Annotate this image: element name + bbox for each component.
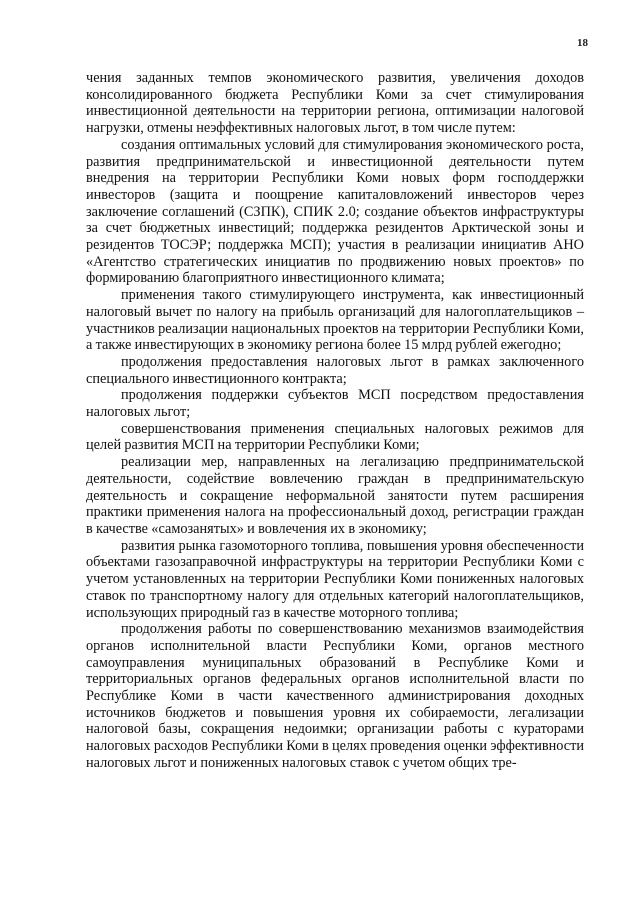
paragraph-item: создания оптимальных условий для стимулирования экономического роста, развития предпринимательской и инвестиционной деятельности путем внедрения на территории Республики Коми новых форм господдержки инвесторов (защита и поощрение капиталовложений инвесторов через заключение соглашений (СЗПК), СПИК 2.0; создание объектов инфраструктуры за счет бюджетных инвестиций; поддержка резидентов Арктической зоны и резидентов ТОСЭР; поддержка МСП); участия в реализации инициатив АНО «Агентство стратегических инициатив по продвижению новых проектов» по формированию благоприятного инвестиционного климата; [86, 136, 584, 287]
paragraph-item: совершенствования применения специальных налоговых режимов для целей развития МСП на территории Республики Коми; [86, 420, 584, 454]
page-number: 18 [577, 37, 588, 49]
paragraph-item: реализации мер, направленных на легализацию предпринимательской деятельности, содействие вовлечению граждан в предпринимательскую деятельность и сокращение неформальной занятости путем расширения практики применения налога на профессиональный доход, регистрации граждан в качестве «самозанятых» и вовлечения их в экономику; [86, 454, 584, 537]
paragraph-item: продолжения предоставления налоговых льгот в рамках заключенного специального инвестиционного контракта; [86, 353, 584, 387]
paragraph-item: продолжения работы по совершенствованию механизмов взаимодействия органов исполнительной власти Республики Коми, органов местного самоуправления муниципальных образований в Республике Коми и территориальных органов федеральных органов исполнительной власти по Республике Коми в части качественного администрирования доходных источников бюджетов и повышения уровня их собираемости, легализации налоговой базы, сокращения недоимки; организации работы с кураторами налоговых расходов Республики Коми в целях проведения оценки эффективности налоговых льгот и пониженных налоговых ставок с учетом общих тре- [86, 621, 584, 771]
paragraph-item: развития рынка газомоторного топлива, повышения уровня обеспеченности объектами газозаправочной инфраструктуры на территории Республики Коми с учетом установленных на территории Республики Коми пониженных налоговых ставок по транспортному налогу для отдельных категорий налогоплательщиков, использующих природный газ в качестве моторного топлива; [86, 537, 584, 621]
paragraph-continuation: чения заданных темпов экономического развития, увеличения доходов консолидированного бюджета Республики Коми за счет стимулирования инвестиционной деятельности на территории региона, оптимизации налоговой нагрузки, отмены неэффективных налоговых льгот, в том числе путем: [86, 70, 584, 137]
paragraph-item: применения такого стимулирующего инструмента, как инвестиционный налоговый вычет по налогу на прибыль организаций для налогоплательщиков – участников реализации национальных проектов на территории Республики Коми, а также инвестирующих в экономику региона более 15 млрд рублей ежегодно; [86, 287, 584, 354]
paragraph-item: продолжения поддержки субъектов МСП посредством предоставления налоговых льгот; [86, 387, 584, 421]
body-text [86, 70, 584, 772]
